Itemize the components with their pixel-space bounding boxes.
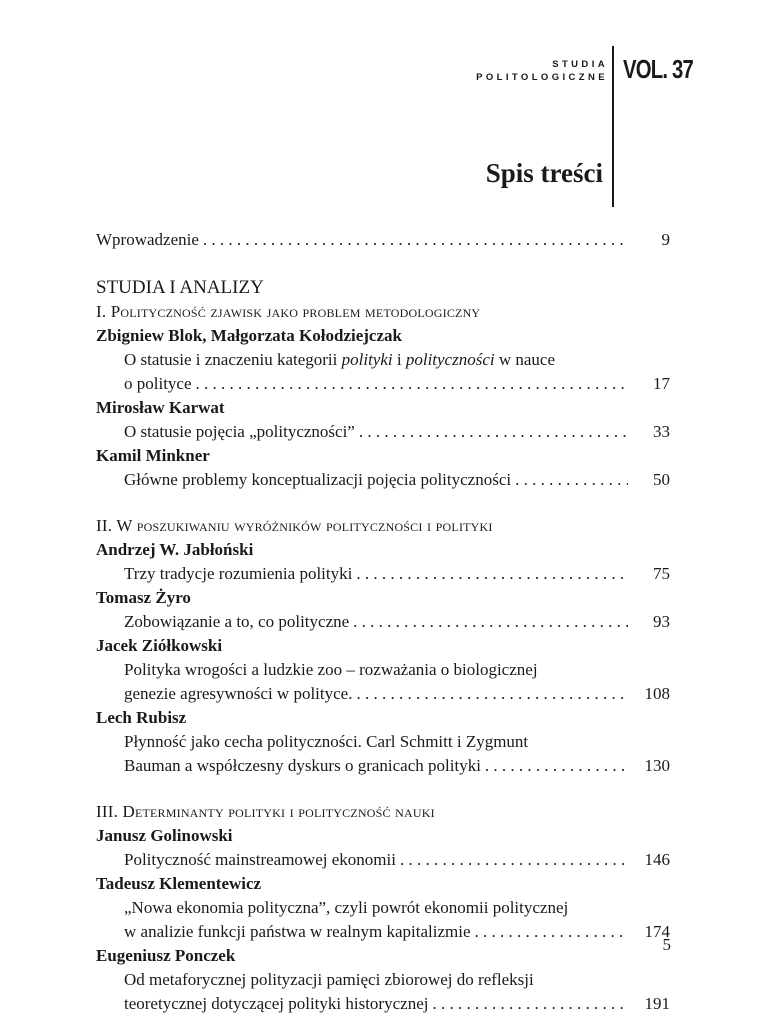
dot-leader	[359, 420, 628, 444]
entry-author: Tomasz Żyro	[96, 588, 191, 607]
toc-entry-blok-kolodziejczak[interactable]	[96, 372, 670, 396]
entry-author: Lech Rubisz	[96, 708, 187, 727]
entry-page: 146	[644, 850, 670, 869]
entry-page: 174	[644, 922, 670, 941]
toc-entry-golinowski[interactable]	[96, 848, 670, 872]
dot-leader	[474, 920, 628, 944]
vertical-rule	[612, 46, 614, 207]
entry-page: 33	[653, 422, 670, 441]
entry-title: Wprowadzenie	[96, 230, 199, 249]
entry-title: Zobowiązanie a to, co polityczne	[124, 612, 350, 631]
dot-leader	[485, 754, 628, 778]
entry-title: teoretycznej dotyczącej polityki historycznej	[124, 994, 429, 1013]
entry-page: 93	[653, 612, 670, 631]
spacer	[96, 252, 670, 276]
toc-entry-ponczek[interactable]	[96, 992, 670, 1016]
entry-page: 17	[653, 374, 670, 393]
entry-title-line: Płynność jako cecha polityczności. Carl Schmitt i Zygmunt	[124, 732, 529, 751]
toc-entry-ziolkowski[interactable]	[96, 682, 670, 706]
dot-leader	[356, 562, 628, 586]
entry-author: Eugeniusz Ponczek	[96, 946, 236, 965]
entry-author: Kamil Minkner	[96, 446, 210, 465]
entry-page: 108	[644, 684, 670, 703]
title-emphasis: polityczności	[405, 350, 495, 369]
entry-author: Mirosław Karwat	[96, 398, 225, 417]
entry-title: w analizie funkcji państwa w realnym kapitalizmie	[124, 922, 471, 941]
entry-author: Tadeusz Klementewicz	[96, 874, 262, 893]
entry-page: 50	[653, 470, 670, 489]
part-heading-3: III. Determinanty polityki i polityczność nauki	[96, 802, 435, 821]
dot-leader	[203, 228, 628, 252]
dot-leader	[196, 372, 628, 396]
spacer	[96, 778, 670, 800]
entry-page: 75	[653, 564, 670, 583]
entry-title: O statusie pojęcia „polityczności”	[124, 422, 355, 441]
entry-title: Główne problemy konceptualizacji pojęcia polityczności	[124, 470, 512, 489]
entry-title: Bauman a współczesny dyskurs o granicach polityki	[124, 756, 481, 775]
toc-entry-karwat[interactable]	[96, 420, 670, 444]
volume-label: VOL. 37	[623, 54, 694, 84]
journal-name	[476, 58, 608, 84]
entry-title: Trzy tradycje rozumienia polityki	[124, 564, 353, 583]
part-heading-1: I. Polityczność zjawisk jako problem metodologiczny	[96, 302, 481, 321]
dot-leader	[353, 610, 628, 634]
page-title: Spis treści	[485, 158, 603, 188]
dot-leader	[400, 848, 628, 872]
entry-title: Polityczność mainstreamowej ekonomii	[124, 850, 396, 869]
toc-entry-rubisz[interactable]	[96, 754, 670, 778]
part-heading-2: II. W poszukiwaniu wyróżników polityczności i polityki	[96, 516, 493, 535]
toc-entry-introduction[interactable]	[96, 228, 670, 252]
page-number: 5	[662, 935, 671, 954]
entry-author: Zbigniew Blok, Małgorzata Kołodziejczak	[96, 326, 402, 345]
entry-author: Andrzej W. Jabłoński	[96, 540, 254, 559]
entry-page: 130	[644, 756, 670, 775]
entry-title-line: Od metaforycznej polityzacji pamięci zbiorowej do refleksji	[124, 970, 534, 989]
section-heading: STUDIA I ANALIZY	[96, 277, 264, 298]
table-of-contents	[96, 228, 670, 1016]
dot-leader	[356, 682, 628, 706]
entry-title-line: „Nowa ekonomia polityczna”, czyli powrót ekonomii politycznej	[124, 898, 569, 917]
spacer	[96, 492, 670, 514]
entry-page: 9	[661, 230, 670, 249]
entry-title: o polityce	[124, 374, 192, 393]
entry-page: 191	[644, 994, 670, 1013]
entry-author: Jacek Ziółkowski	[96, 636, 223, 655]
entry-title: genezie agresywności w polityce.	[124, 684, 353, 703]
title-text: i	[392, 350, 406, 369]
title-text: w nauce	[494, 350, 556, 369]
dot-leader	[515, 468, 628, 492]
journal-name-line1: STUDIA	[552, 59, 608, 70]
toc-entry-minkner[interactable]	[96, 468, 670, 492]
dot-leader	[432, 992, 628, 1016]
entry-title-line	[96, 348, 670, 372]
toc-entry-jablonski[interactable]	[96, 562, 670, 586]
entry-title-line: Polityka wrogości a ludzkie zoo – rozważania o biologicznej	[124, 660, 538, 679]
journal-name-line2: POLITOLOGICZNE	[476, 72, 608, 83]
entry-author: Janusz Golinowski	[96, 826, 233, 845]
title-text: O statusie i znaczeniu kategorii	[124, 350, 342, 369]
title-emphasis: polityki	[341, 350, 393, 369]
toc-entry-zyro[interactable]	[96, 610, 670, 634]
toc-entry-klementewicz[interactable]	[96, 920, 670, 944]
